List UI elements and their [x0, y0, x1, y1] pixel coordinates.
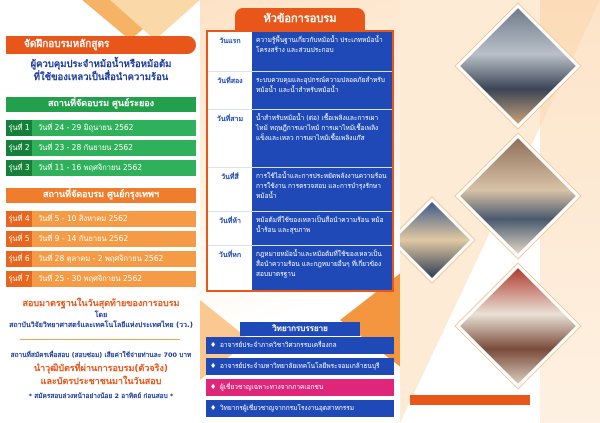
fee-text: สถานที่สมัครเพื่อสอบ (สอบซ่อม) เสียค่าใช้จ่ายท่านละ 700 บาท	[10, 351, 192, 359]
exam-organizer: โดย สถาบันวิจัยวิทยาศาสตร์และเทคโนโลยีแห่งประเทศไทย (วว.)	[9, 311, 193, 329]
topics-table	[206, 30, 394, 292]
speaker-item: ♦ อาจารย์ประจำภาควิชาวิศวกรรมเครื่องกล	[206, 337, 394, 354]
topic-row: วันที่ห้า หม้อต้มที่ใช้ของเหลวเป็นสื่อนำความร้อน หม้อน้ำร้อน และสุขภาพ	[208, 212, 392, 246]
bangkok-venue-title: สถานที่จัดอบรม ศูนย์กรุงเทพฯ	[6, 188, 196, 203]
right-panel	[400, 0, 600, 423]
decorative-bar	[410, 395, 530, 405]
schedule-row: รุ่นที่ 5 วันที่ 9 - 14 กันยายน 2562	[6, 231, 196, 247]
topic-row: วันที่หก กฎหมายหม้อน้ำและหม้อต้มที่ใช้ของเหลวเป็นสื่อนำความร้อน และกฎหมายอื่นๆ ที่เกี่ยวข้อง สอบมาตรฐาน	[208, 246, 392, 290]
speaker-item: ♦ อาจารย์ประจำมหาวิทยาลัยเทคโนโลยีพระจอมเกล้าธนบุรี	[206, 358, 394, 375]
speaker-item: ♦ ผู้เชี่ยวชาญเฉพาะทางจากภาคเอกชน	[206, 379, 394, 396]
schedule-row: รุ่นที่ 4 วันที่ 5 - 10 สิงหาคม 2562	[6, 211, 196, 227]
topic-row: วันที่สาม น้ำสำหรับหม้อน้ำ (ต่อ) เชื้อเพลิงและการเผาไหม้ ทฤษฎีการเผาไหม้ การเผาไหม้เชื้อเพลิงแข็งและเหลว การเผาไหม้เชื้อเพลิงแก๊ส	[208, 110, 392, 168]
divider	[20, 339, 180, 340]
schedule-row: รุ่นที่ 3 วันที่ 11 - 16 พฤศจิกายน 2562	[6, 160, 196, 176]
speakers-list	[206, 337, 394, 421]
schedule-row: รุ่นที่ 1 วันที่ 24 - 29 มิถุนายน 2562	[6, 120, 196, 136]
topic-row: วันที่สอง ระบบควบคุมและอุปกรณ์ความปลอดภัยสำหรับหม้อน้ำ และน้ำสำหรับหม้อน้ำ	[208, 72, 392, 110]
audience-title: ผู้ควบคุมประจำหม้อน้ำหรือหม้อต้ม ที่ใช้ของเหลวเป็นสื่อนำความร้อน	[30, 59, 172, 83]
schedule-row: รุ่นที่ 2 วันที่ 23 - 28 กันยายน 2562	[6, 140, 196, 156]
rayong-venue-title: สถานที่จัดอบรม ศูนย์ระยอง	[6, 97, 196, 112]
speaker-item: ♦ วิทยากรผู้เชี่ยวชาญจากกรมโรงงานอุตสาหกรรม	[206, 400, 394, 417]
requirement-text-2: และบัตรประชาชนมาในวันสอบ	[40, 377, 162, 387]
speakers-title: วิทยากรบรรยาย	[240, 322, 360, 336]
topic-row: วันที่สี่ การใช้ไอน้ำและการประหยัดพลังงานความร้อน การใช้งาน การตรวจสอบ และการบำรุงรักษาหม้อน้ำ	[208, 168, 392, 212]
schedule-row: รุ่นที่ 7 วันที่ 25 - 30 พฤศจิกายน 2562	[6, 271, 196, 287]
bangkok-schedule	[6, 211, 196, 291]
course-banner: จัดฝึกอบรมหลักสูตร	[6, 36, 196, 54]
schedule-row: รุ่นที่ 6 วันที่ 28 ตุลาคม - 2 พฤศจิกายน 2562	[6, 251, 196, 267]
rayong-schedule	[6, 120, 196, 180]
left-panel	[0, 0, 200, 423]
topics-title: หัวข้อการอบรม	[235, 8, 365, 30]
middle-panel	[200, 0, 400, 423]
exam-title: สอบมาตรฐานในวันสุดท้ายของการอบรม	[22, 299, 180, 309]
decorative-triangle	[110, 0, 200, 40]
note-text: * สมัครสอบล่วงหน้าอย่างน้อย 2 อาทิตย์ ก่อนสอบ *	[28, 392, 174, 400]
topic-row: วันแรก ความรู้พื้นฐานเกี่ยวกับหม้อน้ำ ประเภทหม้อน้ำ โครงสร้าง และส่วนประกอบ	[208, 32, 392, 72]
requirement-text: นำวุฒิบัตรที่ผ่านการอบรม(ตัวจริง)	[33, 364, 169, 374]
